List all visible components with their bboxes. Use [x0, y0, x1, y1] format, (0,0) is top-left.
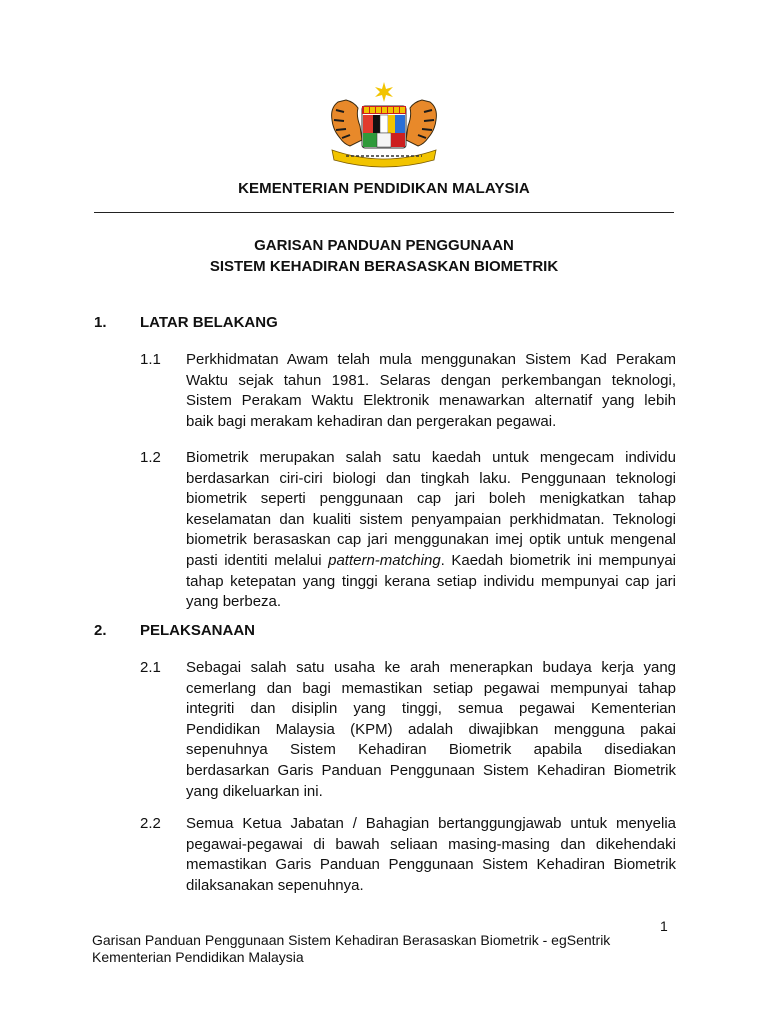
section-number: 1.	[94, 314, 107, 331]
text-line: biometrik berasaskan cap jari menggunakan imej optik untuk mengenal	[186, 531, 676, 549]
text-line: biometrik seperti penggunaan cap jari boleh menigkatkan tahap	[186, 490, 676, 508]
text-line: Sistem Perakam Waktu Elektronik menawarkan alternatif yang lebih	[186, 392, 676, 410]
paragraph-number: 1.2	[140, 449, 161, 466]
text-line: Perkhidmatan Awam telah mula menggunakan Sistem Kad Perakam	[186, 351, 676, 368]
text-line: pegawai-pegawai di bawah seliaan masing-masing dan dikehendaki	[186, 835, 676, 853]
text-line: integriti dan disiplin yang tinggi, semua pegawai Kementerian	[186, 700, 676, 718]
text-line: baik bagi merakam kehadiran dan pergerakan pegawai.	[186, 412, 557, 430]
text-line: tahap ketepatan yang tinggi kerana setiap individu mempunyai cap jari	[186, 572, 676, 590]
text-line: sepenuhnya Sistem Kehadiran Biometrik apabila disediakan	[186, 741, 676, 759]
text-line: Biometrik merupakan salah satu kaedah untuk mengecam individu	[186, 449, 676, 466]
italic-term: pattern-matching	[328, 551, 441, 569]
section-title: LATAR BELAKANG	[140, 314, 278, 331]
text-line: berdasarkan Garis Panduan Penggunaan Sistem Kehadiran Biometrik	[186, 761, 676, 779]
text-line: Semua Ketua Jabatan / Bahagian bertanggungjawab untuk menyelia	[186, 815, 676, 832]
text-line: yang dikeluarkan ini.	[186, 782, 323, 800]
malaysia-coat-of-arms-icon	[324, 80, 444, 168]
section-number: 2.	[94, 622, 107, 639]
text-line: cemerlang dan bagi memastikan setiap pegawai mempunyai tahap	[186, 679, 676, 697]
text-line: dilaksanakan sepenuhnya.	[186, 876, 364, 894]
text-line: Sebagai salah satu usaha ke arah menerapkan budaya kerja yang	[186, 659, 676, 676]
footer-line-1: Garisan Panduan Penggunaan Sistem Kehadiran Berasaskan Biometrik - egSentrik	[92, 932, 611, 948]
paragraph-number: 2.1	[140, 659, 161, 676]
text-line: berdasarkan ciri-ciri biologi dan tingkah laku. Penggunaan teknologi	[186, 469, 676, 487]
paragraph-text	[186, 448, 676, 613]
paragraph-text	[186, 658, 676, 802]
text-line: memastikan Garis Panduan Penggunaan Sistem Kehadiran Biometrik	[186, 856, 676, 874]
text-line: yang berbeza.	[186, 593, 282, 611]
paragraph-text	[186, 814, 676, 896]
document-title-line1: GARISAN PANDUAN PENGGUNAAN	[254, 237, 514, 254]
page-number: 1	[660, 918, 668, 934]
document-title-line2: SISTEM KEHADIRAN BERASASKAN BIOMETRIK	[209, 258, 559, 275]
paragraph-text	[186, 350, 676, 432]
ministry-name: KEMENTERIAN PENDIDIKAN MALAYSIA	[238, 180, 530, 197]
page-footer	[92, 932, 610, 966]
text-line: Pendidikan Malaysia (KPM) adalah diwajibkan mengguna pakai	[186, 720, 676, 738]
footer-line-2: Kementerian Pendidikan Malaysia	[92, 949, 304, 965]
text-line-pattern-matching: pasti identiti melalui pattern-matching. Kaedah biometrik ini mempunyai	[186, 551, 676, 569]
text-line: keselamatan dan kualiti sistem penyampaian perkhidmatan. Teknologi	[186, 510, 676, 528]
text-line: Waktu sejak tahun 1981. Selaras dengan perkembangan teknologi,	[186, 371, 676, 389]
paragraph-number: 1.1	[140, 351, 161, 368]
header-divider	[94, 212, 674, 213]
section-title: PELAKSANAAN	[140, 622, 256, 639]
paragraph-number: 2.2	[140, 815, 161, 832]
